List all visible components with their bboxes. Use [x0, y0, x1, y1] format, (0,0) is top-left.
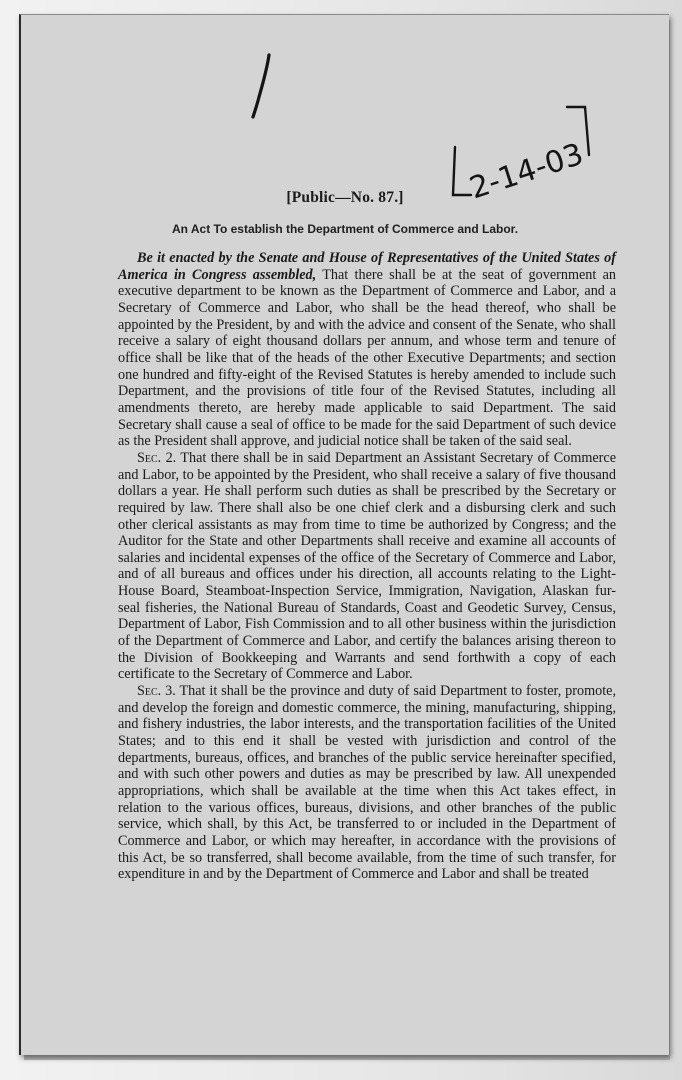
section-3-paragraph [118, 683, 616, 883]
act-body [118, 250, 616, 883]
public-law-heading: [Public—No. 87.] [286, 189, 404, 206]
section-3-label: Sec. 3. [137, 683, 176, 700]
section-2-text: That there shall be in said Department an Assistant Secretary of Commerce and Labor, to be appointed by the President, who shall receive a salary of five thousand dollars a year. He shall perform such duties as shall be prescribed by the Secretary or required by law. There shall also be one chief clerk and a disbursing clerk and such other clerical assistants as may from time to time be authorized by Congress; and the Auditor for the State and other Departments shall receive and examine all accounts of salaries and incidental expenses of the office of the Secretary of Commerce and Labor, and of all bureaus and offices under his direction, all accounts relating to the Light-House Board, Steamboat-Inspection Service, Immigration, Navigation, Alaskan fur-seal fisheries, the National Bureau of Standards, Coast and Geodetic Survey, Census, Department of Labor, Fish Commission and to all other business within the jurisdiction of the Department of Commerce and Labor, and certify the balances arising thereon to the Division of Bookkeeping and Warrants and send forthwith a copy of each certificate to the Secretary of Commerce and Labor. [118, 449, 617, 683]
handwritten-date-note [449, 103, 599, 207]
handwritten-pen-mark [243, 38, 283, 121]
act-title: An Act To establish the Department of Commerce and Labor. [171, 222, 519, 236]
section-2-label: Sec. 2. [137, 449, 177, 466]
section-2-paragraph [118, 450, 616, 683]
section-1-text: That there shall be at the seat of government an executive department to be known as the Department of Commerce and Labor, and a Secretary of Commerce and Labor, who shall be the head thereof, who shall be appointed by the President, by and with the advice and consent of the Senate, who shall receive a salary of eight thousand dollars per annum, and whose term and tenure of office shall be like that of the heads of the other Executive Departments; and section one hundred and fifty-eight of the Revised Statutes is hereby amended to include such Department, and the provisions of title four of the Revised Statutes, including all amendments thereto, are hereby made applicable to said Department. The said Secretary shall cause a seal of office to be made for the said Department of such device as the President shall approve, and judicial notice shall be taken of the said seal. [118, 266, 616, 450]
section-3-text: That it shall be the province and duty of said Department to foster, promote, and develop the foreign and domestic commerce, the mining, manufacturing, shipping, and fishery industries, the labor interests, and the transportation facilities of the United States; and to this end it shall be vested with jurisdiction and control of the departments, bureaus, offices, and branches of the public service hereinafter specified, and with such other powers and duties as may be prescribed by law. All unexpended appropriations, which shall be available at the time when this Act takes effect, in relation to the various offices, bureaus, divisions, and other branches of the public service, which shall, by this Act, be transferred to or included in the Department of Commerce and Labor, or which may hereafter, in accordance with the provisions of this Act, be so transferred, shall become available, from the time of such transfer, for expenditure in and by the Department of Commerce and Labor and shall be treated [118, 683, 616, 883]
enacting-paragraph [118, 250, 616, 450]
enacting-clause: Be it enacted by the Senate and House of Representatives of the United States of America in Congress assembled, [118, 250, 616, 283]
document-page [19, 14, 669, 1055]
handwritten-date-text: 2-14-03 [465, 136, 588, 207]
handwritten-pen-mark-text: / [243, 38, 248, 55]
